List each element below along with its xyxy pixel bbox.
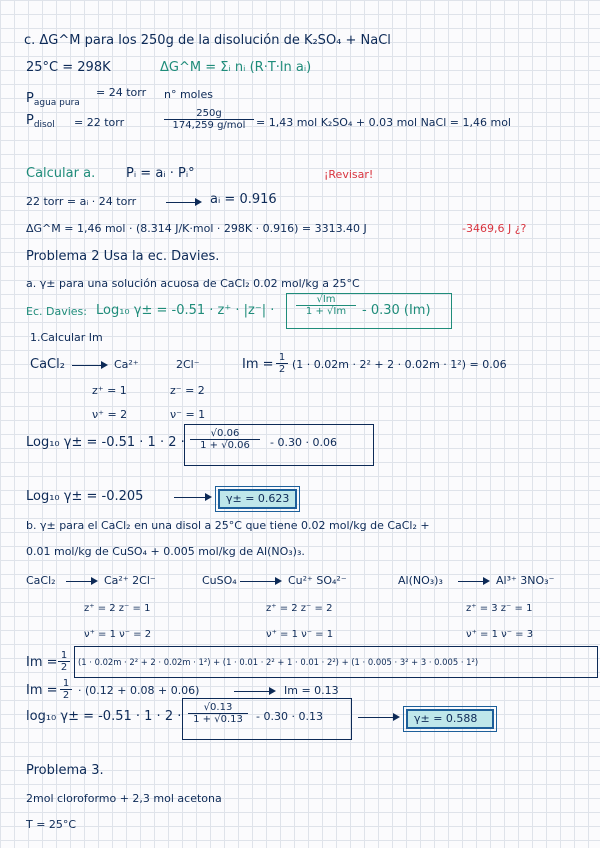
fraction-denominator: 174,259 g/mol bbox=[172, 120, 246, 131]
nu-plus: ν⁺ = 2 bbox=[92, 408, 128, 421]
half-fraction-c bbox=[60, 678, 72, 701]
result-arrow-b-icon bbox=[358, 717, 398, 718]
temperature-conversion: 25°C = 298K bbox=[26, 60, 111, 75]
davies-label: Ec. Davies: bbox=[26, 305, 87, 318]
part-b-statement-2: 0.01 mol/kg de CuSO₄ + 0.005 mol/kg de Al(NO₃)₃. bbox=[26, 545, 305, 558]
gamma-result-a: γ± = 0.623 bbox=[218, 489, 297, 509]
log-numerator-b: √0.13 bbox=[188, 702, 248, 714]
gibbs-alt-result: -3469,6 J ¿? bbox=[462, 222, 527, 235]
log-tail: - 0.30 · 0.06 bbox=[270, 436, 337, 449]
review-note: ¡Revisar! bbox=[324, 168, 374, 181]
im-sum: · (0.12 + 0.08 + 0.06) bbox=[78, 684, 200, 697]
nu-values-cuso4: ν⁺ = 1 ν⁻ = 1 bbox=[266, 629, 334, 640]
part-c-heading: c. ΔG^M para los 250g de la disolución de K₂SO₄ + NaCl bbox=[24, 33, 391, 48]
gamma-result-b: γ± = 0.588 bbox=[406, 709, 494, 729]
pressure-pure-water-value: = 24 torr bbox=[96, 86, 147, 99]
part-a-statement: a. γ± para una solución acuosa de CaCl₂ 0.02 mol/kg a 25°C bbox=[26, 277, 360, 290]
cacl2-species-b: CaCl₂ bbox=[26, 574, 56, 587]
half-denominator-c: 2 bbox=[62, 690, 70, 701]
log-fraction-b bbox=[188, 702, 248, 725]
davies-fraction bbox=[296, 294, 356, 317]
problem-2-heading: Problema 2 Usa la ec. Davies. bbox=[26, 249, 220, 264]
nu-values-cacl2: ν⁺ = 1 ν⁻ = 2 bbox=[84, 629, 152, 640]
cacl2-arrow-icon bbox=[66, 581, 96, 582]
cuso4-arrow-icon bbox=[240, 581, 280, 582]
z-values-cuso4: z⁺ = 2 z⁻ = 2 bbox=[266, 603, 333, 614]
im-label-c: Im = bbox=[26, 683, 58, 698]
im-calculation-b: (1 · 0.02m · 2² + 2 · 0.02m · 1²) + (1 · 0.01 · 2² + 1 · 0.01 · 2²) + (1 · 0.005 · 3² + 3 · 0.005 · 1²) bbox=[78, 657, 479, 667]
davies-equation: Log₁₀ γ± = -0.51 · z⁺ · |z⁻| · bbox=[96, 303, 275, 318]
log-denominator-b: 1 + √0.13 bbox=[193, 714, 243, 725]
alno3-ions: Al³⁺ 3NO₃⁻ bbox=[496, 574, 555, 587]
davies-tail: - 0.30 (Im) bbox=[362, 303, 431, 318]
p-subscript-2: disol bbox=[33, 120, 55, 130]
p-subscript: agua pura bbox=[33, 98, 80, 108]
problem-3-heading: Problema 3. bbox=[26, 763, 104, 778]
nu-minus: ν⁻ = 1 bbox=[170, 408, 206, 421]
davies-denominator: 1 + √Im bbox=[305, 306, 347, 317]
log-gamma-result: Log₁₀ γ± = -0.205 bbox=[26, 489, 144, 504]
calculate-activity-heading: Calcular a. bbox=[26, 166, 96, 181]
half-numerator-b: 1 bbox=[58, 650, 70, 662]
z-values-cacl2: z⁺ = 2 z⁻ = 1 bbox=[84, 603, 151, 614]
result-arrow-icon bbox=[174, 497, 210, 498]
half-numerator: 1 bbox=[276, 352, 288, 364]
pressure-solution bbox=[26, 114, 55, 129]
calcium-ion: Ca²⁺ bbox=[114, 358, 139, 371]
nu-values-alno3: ν⁺ = 1 ν⁻ = 3 bbox=[466, 629, 534, 640]
im-label-b: Im = bbox=[26, 655, 58, 670]
pressure-pure-water bbox=[26, 92, 80, 107]
im-arrow-icon bbox=[234, 691, 274, 692]
moles-label: n° moles bbox=[164, 88, 213, 101]
log-denominator: 1 + √0.06 bbox=[200, 440, 250, 451]
activity-equation: 22 torr = aᵢ · 24 torr bbox=[26, 195, 137, 208]
z-values-alno3: z⁺ = 3 z⁻ = 1 bbox=[466, 603, 533, 614]
dissociation-arrow-icon bbox=[72, 365, 106, 366]
alno3-arrow-icon bbox=[458, 581, 488, 582]
problem-3-temperature: T = 25°C bbox=[26, 818, 77, 831]
p-symbol: P bbox=[26, 91, 34, 106]
alno3-species: Al(NO₃)₃ bbox=[398, 574, 443, 587]
cacl2-ions: Ca²⁺ 2Cl⁻ bbox=[104, 574, 156, 587]
half-denominator: 2 bbox=[278, 364, 286, 375]
davies-numerator: √Im bbox=[296, 294, 356, 306]
part-b-statement: b. γ± para el CaCl₂ en una disol a 25°C que tiene 0.02 mol/kg de CaCl₂ + bbox=[26, 519, 430, 532]
moles-fraction bbox=[164, 108, 254, 131]
log-gamma-substitution-b: log₁₀ γ± = -0.51 · 1 · 2 · bbox=[26, 709, 182, 724]
log-gamma-substitution: Log₁₀ γ± = -0.51 · 1 · 2 · bbox=[26, 435, 185, 450]
half-fraction-b bbox=[58, 650, 70, 673]
cacl2-species: CaCl₂ bbox=[30, 357, 65, 372]
log-tail-b: - 0.30 · 0.13 bbox=[256, 710, 323, 723]
z-minus: z⁻ = 2 bbox=[170, 384, 205, 397]
problem-3-mixture: 2mol cloroformo + 2,3 mol acetona bbox=[26, 792, 222, 805]
arrow-icon bbox=[166, 202, 200, 203]
p-symbol-2: P bbox=[26, 113, 34, 128]
log-numerator: √0.06 bbox=[190, 428, 260, 440]
gibbs-result: ΔG^M = 1,46 mol · (8.314 J/K·mol · 298K · 0.916) = 3313.40 J bbox=[26, 222, 367, 235]
im-label: Im = bbox=[242, 357, 274, 372]
im-calculation: (1 · 0.02m · 2² + 2 · 0.02m · 1²) = 0.06 bbox=[292, 358, 507, 371]
moles-result: = 1,43 mol K₂SO₄ + 0.03 mol NaCl = 1,46 mol bbox=[256, 116, 511, 129]
step-calculate-im: 1.Calcular Im bbox=[30, 331, 103, 344]
z-plus: z⁺ = 1 bbox=[92, 384, 127, 397]
log-fraction bbox=[190, 428, 260, 451]
half-numerator-c: 1 bbox=[60, 678, 72, 690]
gibbs-mixing-formula: ΔG^M = Σᵢ nᵢ (R·T·ln aᵢ) bbox=[160, 60, 312, 75]
cuso4-ions: Cu²⁺ SO₄²⁻ bbox=[288, 574, 347, 587]
fraction-numerator: 250g bbox=[164, 108, 254, 120]
activity-result: aᵢ = 0.916 bbox=[210, 192, 277, 207]
chloride-ion: 2Cl⁻ bbox=[176, 358, 200, 371]
im-result: Im = 0.13 bbox=[284, 684, 339, 697]
half-denominator-b: 2 bbox=[60, 662, 68, 673]
cuso4-species: CuSO₄ bbox=[202, 574, 237, 587]
pressure-solution-value: = 22 torr bbox=[74, 116, 125, 129]
half-fraction bbox=[276, 352, 288, 375]
raoult-law: Pᵢ = aᵢ · Pᵢ° bbox=[126, 166, 195, 181]
